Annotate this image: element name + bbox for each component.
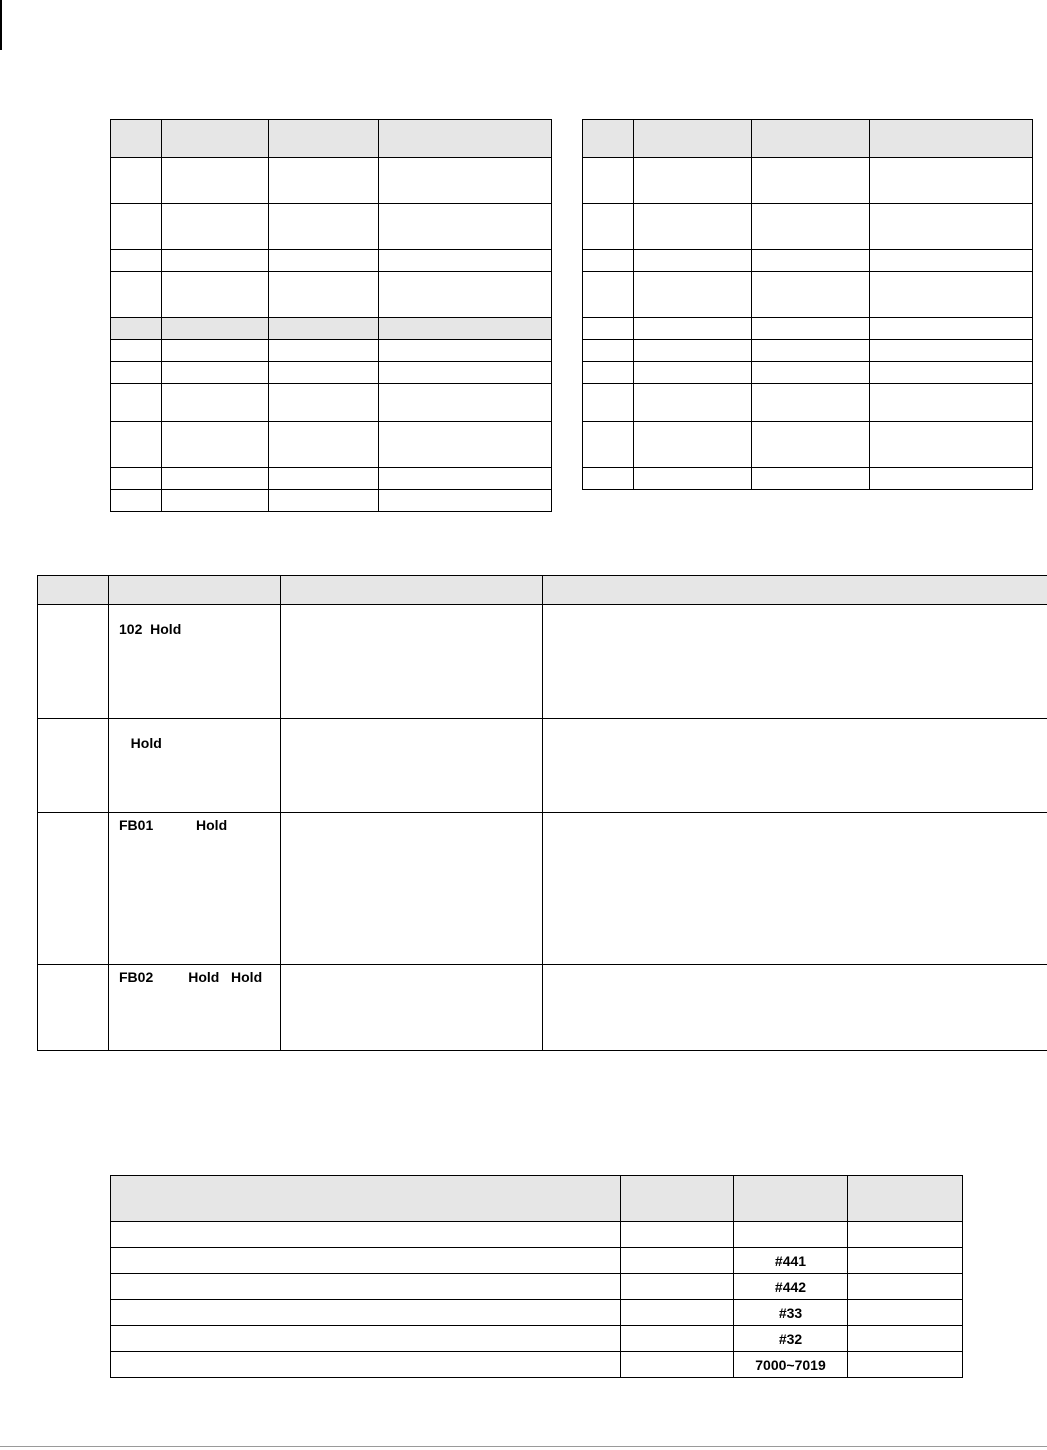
table-row — [111, 1222, 963, 1248]
table-cell — [752, 340, 870, 362]
table-cell — [870, 272, 1033, 318]
table-cell — [379, 384, 552, 422]
table-cell — [870, 384, 1033, 422]
table-cell — [870, 468, 1033, 490]
table-cell — [634, 362, 752, 384]
table-row — [583, 362, 1033, 384]
table-cell — [543, 965, 1047, 1051]
table-cell — [621, 1326, 734, 1352]
table-cell — [162, 318, 269, 340]
header-cell — [543, 576, 1047, 605]
table-cell — [111, 384, 162, 422]
table-cell — [583, 204, 634, 250]
table-cell — [870, 204, 1033, 250]
table-row — [583, 318, 1033, 340]
table-cell — [269, 204, 379, 250]
table-cell — [111, 340, 162, 362]
header-cell — [752, 120, 870, 158]
table-cell — [111, 422, 162, 468]
code-cell: #441 — [734, 1248, 848, 1274]
feature-description-cell — [109, 813, 281, 965]
table-cell — [870, 318, 1033, 340]
page-edge-mark — [0, 0, 2, 50]
table-cell — [583, 158, 634, 204]
table-cell — [379, 272, 552, 318]
table-row — [111, 1326, 963, 1352]
table-cell — [870, 422, 1033, 468]
table-cell — [269, 468, 379, 490]
table-row — [38, 719, 1047, 813]
code-cell: #33 — [734, 1300, 848, 1326]
table-cell — [583, 250, 634, 272]
table-cell — [162, 204, 269, 250]
table-header-row — [583, 120, 1033, 158]
feature-description-cell — [109, 719, 281, 813]
table-row — [583, 384, 1033, 422]
table-row — [38, 813, 1047, 965]
table-cell — [583, 272, 634, 318]
table-row — [111, 204, 552, 250]
table-cell — [111, 468, 162, 490]
table-cell — [281, 965, 543, 1051]
feature-table — [37, 575, 1047, 1051]
table-cell — [111, 1326, 621, 1352]
text-line: 102 Hold — [119, 621, 182, 637]
header-cell — [848, 1176, 963, 1222]
table-cell — [38, 965, 109, 1051]
table-cell — [269, 490, 379, 512]
header-cell — [870, 120, 1033, 158]
table-cell — [848, 1222, 963, 1248]
table-cell — [621, 1222, 734, 1248]
text-line: FB02 Hold Hold — [119, 969, 263, 985]
table-cell — [752, 250, 870, 272]
table-cell — [379, 490, 552, 512]
table-cell — [621, 1248, 734, 1274]
table-cell — [752, 384, 870, 422]
table-cell — [162, 250, 269, 272]
table-cell — [269, 384, 379, 422]
table-cell — [379, 340, 552, 362]
table-cell — [870, 158, 1033, 204]
table-cell — [111, 250, 162, 272]
table-cell — [269, 318, 379, 340]
table-cell — [379, 468, 552, 490]
table-cell — [38, 813, 109, 965]
table-cell — [621, 1300, 734, 1326]
footer-rule — [0, 1446, 1047, 1447]
table-row — [583, 158, 1033, 204]
table-row — [111, 340, 552, 362]
table-header-row — [111, 1176, 963, 1222]
header-cell — [162, 120, 269, 158]
table-row — [111, 468, 552, 490]
table-cell — [621, 1274, 734, 1300]
table-cell — [162, 422, 269, 468]
header-cell — [634, 120, 752, 158]
table-cell — [38, 719, 109, 813]
table-cell — [111, 272, 162, 318]
table-cell — [621, 1352, 734, 1378]
header-cell — [379, 120, 552, 158]
header-cell — [281, 576, 543, 605]
table-cell — [634, 340, 752, 362]
table-cell — [379, 204, 552, 250]
table-row — [111, 1352, 963, 1378]
table-cell — [269, 250, 379, 272]
top-left-table — [110, 119, 552, 512]
table-row — [583, 272, 1033, 318]
table-cell — [634, 468, 752, 490]
table-cell — [634, 272, 752, 318]
header-cell — [111, 120, 162, 158]
table-cell — [634, 384, 752, 422]
table-cell — [269, 158, 379, 204]
table-cell — [379, 422, 552, 468]
table-cell — [111, 318, 162, 340]
table-cell — [634, 158, 752, 204]
table-row — [111, 422, 552, 468]
table-cell — [870, 250, 1033, 272]
table-cell — [583, 362, 634, 384]
table-cell — [634, 250, 752, 272]
table-row — [111, 384, 552, 422]
table-row — [583, 340, 1033, 362]
header-cell — [734, 1176, 848, 1222]
table-cell — [162, 158, 269, 204]
table-cell — [38, 605, 109, 719]
table-cell — [543, 813, 1047, 965]
table-cell — [752, 362, 870, 384]
table-cell — [269, 422, 379, 468]
table-row — [38, 605, 1047, 719]
table-cell — [543, 719, 1047, 813]
header-cell — [621, 1176, 734, 1222]
table-cell — [111, 1248, 621, 1274]
table-cell — [752, 158, 870, 204]
table-row — [111, 1300, 963, 1326]
table-header-row — [38, 576, 1047, 605]
table-row — [583, 468, 1033, 490]
table-cell — [281, 813, 543, 965]
text-line: Hold — [119, 735, 162, 751]
table-cell — [583, 384, 634, 422]
table-cell — [162, 490, 269, 512]
text-line: FB01 Hold — [119, 817, 228, 833]
table-row — [38, 965, 1047, 1051]
table-row — [111, 1248, 963, 1274]
table-cell — [281, 605, 543, 719]
table-cell — [848, 1352, 963, 1378]
table-cell — [583, 318, 634, 340]
table-cell — [162, 272, 269, 318]
table-cell — [752, 422, 870, 468]
table-cell — [583, 468, 634, 490]
table-cell — [111, 1274, 621, 1300]
feature-description-cell — [109, 605, 281, 719]
table-cell — [752, 468, 870, 490]
header-cell — [583, 120, 634, 158]
table-cell — [111, 204, 162, 250]
code-cell: #32 — [734, 1326, 848, 1352]
table-row — [111, 1274, 963, 1300]
table-cell — [162, 468, 269, 490]
table-cell — [634, 422, 752, 468]
table-cell — [162, 362, 269, 384]
table-row — [111, 272, 552, 318]
table-row — [583, 204, 1033, 250]
table-cell — [870, 362, 1033, 384]
code-cell: 7000~7019 — [734, 1352, 848, 1378]
table-cell — [870, 340, 1033, 362]
header-cell — [38, 576, 109, 605]
feature-description-cell — [109, 965, 281, 1051]
table-cell — [543, 605, 1047, 719]
code-cell — [734, 1222, 848, 1248]
table-cell — [379, 362, 552, 384]
table-cell — [752, 204, 870, 250]
table-cell — [111, 1222, 621, 1248]
header-cell — [109, 576, 281, 605]
table-cell — [634, 318, 752, 340]
table-row — [111, 250, 552, 272]
table-cell — [379, 250, 552, 272]
table-cell — [379, 158, 552, 204]
top-right-table — [582, 119, 1033, 490]
table-cell — [583, 422, 634, 468]
header-cell — [111, 1176, 621, 1222]
table-header-row — [111, 120, 552, 158]
table-cell — [848, 1274, 963, 1300]
table-row — [583, 250, 1033, 272]
table-cell — [634, 204, 752, 250]
table-cell — [269, 362, 379, 384]
shaded-section-row — [111, 318, 552, 340]
table-cell — [162, 384, 269, 422]
table-cell — [269, 272, 379, 318]
table-row — [583, 422, 1033, 468]
table-cell — [379, 318, 552, 340]
table-cell — [848, 1326, 963, 1352]
table-cell — [111, 1352, 621, 1378]
table-row — [111, 158, 552, 204]
codes-table — [110, 1175, 963, 1378]
table-row — [111, 362, 552, 384]
table-cell — [583, 340, 634, 362]
table-cell — [281, 719, 543, 813]
table-cell — [848, 1300, 963, 1326]
table-cell — [111, 1300, 621, 1326]
table-row — [111, 490, 552, 512]
table-cell — [111, 362, 162, 384]
table-cell — [752, 318, 870, 340]
table-cell — [269, 340, 379, 362]
table-cell — [848, 1248, 963, 1274]
table-cell — [162, 340, 269, 362]
header-cell — [269, 120, 379, 158]
table-cell — [752, 272, 870, 318]
table-cell — [111, 490, 162, 512]
table-cell — [111, 158, 162, 204]
code-cell: #442 — [734, 1274, 848, 1300]
